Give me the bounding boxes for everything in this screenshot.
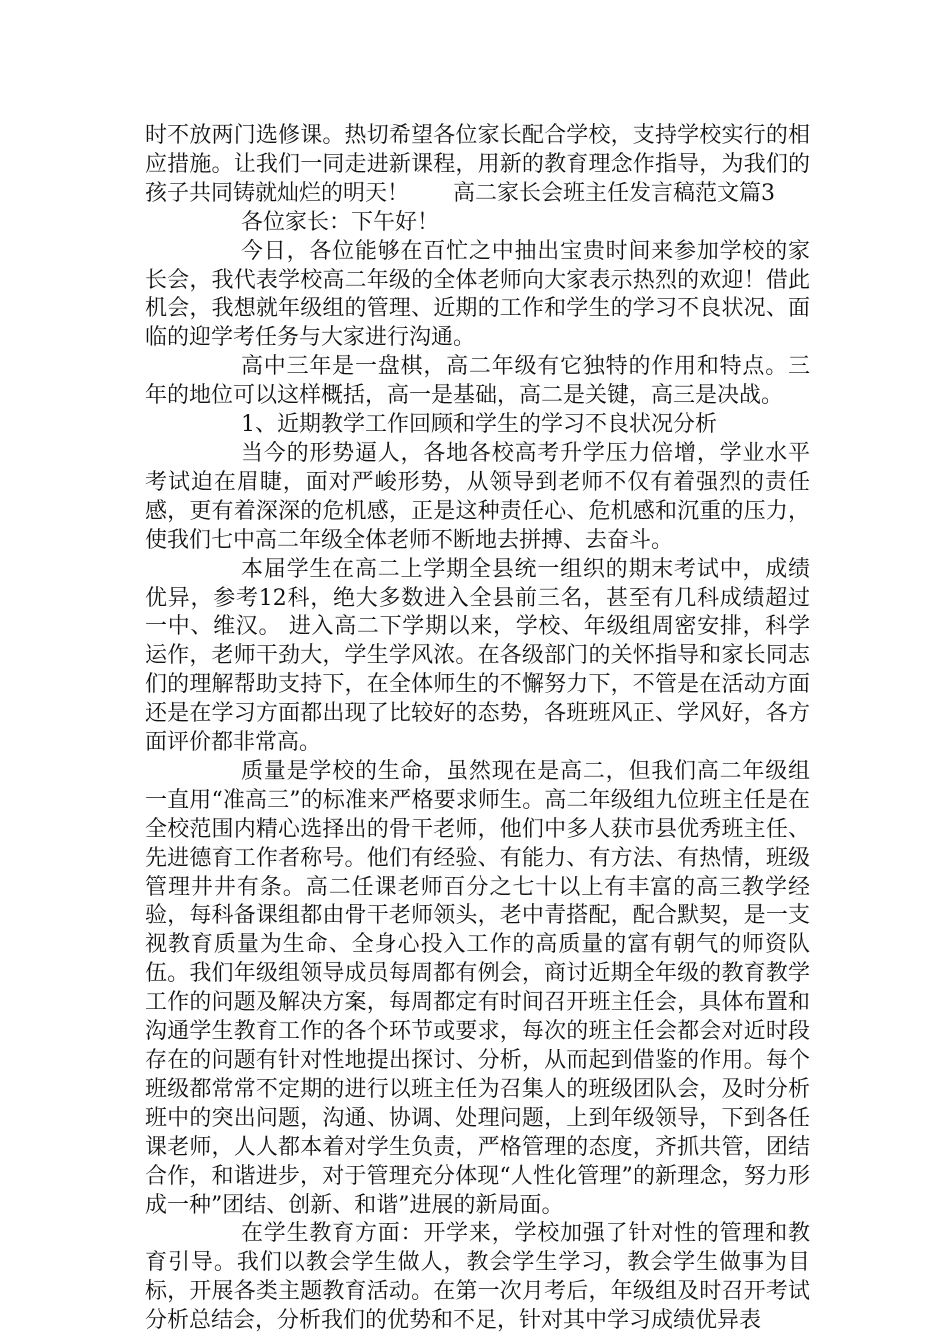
paragraph-welcome: 今日，各位能够在百忙之中抽出宝贵时间来参加学校的家长会，我代表学校高二年级的全体老师向大家表示热烈的欢迎！借此机会，我想就年级组的管理、近期的工作和学生的学习不良状况、面临的迎学考任务与大家进行沟通。 (145, 238, 810, 351)
paragraph-quality: 质量是学校的生命，虽然现在是高二，但我们高二年级组一直用“准高三”的标准来严格要求师生。高二年级组九位班主任是在全校范围内精心选择出的骨干老师，他们中多人获市县优秀班主任、先进德育工作者称号。他们有经验、有能力、有方法、有热情，班级管理井井有条。高二任课老师百分之七十以上有丰富的高三教学经验，每科备课组都由骨干老师领头，老中青搭配，配合默契，是一支视教育质量为生命、全身心投入工作的高质量的富有朝气的师资队伍。我们年级组领导成员每周都有例会，商讨近期全年级的教育教学工作的问题及解决方案，每周都定有时间召开班主任会，具体布置和沟通学生教育工作的各个环节或要求，每次的班主任会都会对近时段存在的问题有针对性地提出探讨、分析，从而起到借鉴的作用。每个班级都常常不定期的进行以班主任为召集人的班级团队会，及时分析班中的突出问题，沟通、协调、处理问题，上到年级领导，下到各任课老师，人人都本着对学生负责，严格管理的态度，齐抓共管，团结合作，和谐进步，对于管理充分体现“人性化管理”的新理念，努力形成一种”团结、创新、和谐”进展的新局面。 (145, 758, 810, 1218)
document-body (145, 122, 810, 1336)
paragraph-results: 本届学生在高二上学期全县统一组织的期末考试中，成绩优异，参考12科，绝大多数进入全县前三名，甚至有几科成绩超过一中、维汉。 进入高二下学期以来，学校、年级组周密安排，科学运作，老师干劲大，学生学风浓。在各级部门的关怀指导和家长同志们的理解帮助支持下，在全体师生的不懈努力下，不管是在活动方面还是在学习方面都出现了比较好的态势，各班班风正、学风好，各方面评价都非常高。 (145, 556, 810, 756)
paragraph-greeting: 各位家长：下午好！ (241, 209, 440, 235)
paragraph-student-education: 在学生教育方面：开学来，学校加强了针对性的管理和教育引导。我们以教会学生做人，教会学生学习，教会学生做事为目标，开展各类主题教育活动。在第一次月考后，年级组及时召开考试分析总结会，分析我们的优势和不足，针对其中学习成绩优异表 (145, 1221, 810, 1334)
paragraph-continuation: 时不放两门选修课。热切希望各位家长配合学校，支持学校实行的相应措施。让我们一同走进新课程，用新的教育理念作指导，为我们的孩子共同铸就灿烂的明天！ 高二家长会班主任发言稿范文篇3 (145, 123, 810, 206)
paragraph-overview: 高中三年是一盘棋，高二年级有它独特的作用和特点。三年的地位可以这样概括，高一是基础，高二是关键，高三是决战。 (145, 354, 810, 409)
paragraph-situation: 当今的形势逼人，各地各校高考升学压力倍增，学业水平考试迫在眉睫，面对严峻形势，从领导到老师不仅有着强烈的责任感，更有着深深的危机感，正是这种责任心、危机感和沉重的压力，使我们七中高二年级全体老师不断地去拼搏、去奋斗。 (145, 440, 810, 553)
section-heading-1: 1、近期教学工作回顾和学生的学习不良状况分析 (241, 412, 717, 438)
